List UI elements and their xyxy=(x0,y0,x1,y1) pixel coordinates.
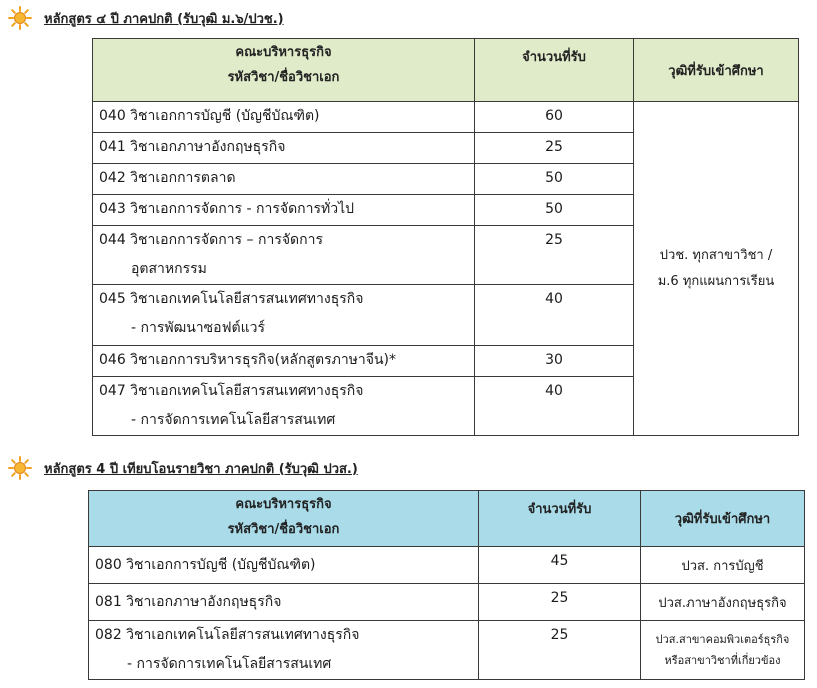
major-subname: - การจัดการเทคโนโลยีสารสนเทศ xyxy=(131,412,336,428)
major-cell xyxy=(93,164,475,195)
header-faculty-code xyxy=(89,491,479,547)
major-subname: - การจัดการเทคโนโลยีสารสนเทศ xyxy=(127,656,332,672)
major-name: 080 วิชาเอกการบัญชี (บัญชีบัณฑิต) xyxy=(95,556,316,573)
section1-heading xyxy=(8,6,284,30)
major-cell xyxy=(93,226,475,285)
table-row xyxy=(93,102,799,133)
qualification-cell xyxy=(634,102,799,436)
major-cell xyxy=(93,195,475,226)
section2-table xyxy=(88,490,805,680)
quota-cell: 25 xyxy=(475,133,634,164)
table-row xyxy=(89,547,805,584)
major-cell xyxy=(93,377,475,436)
header-qualification: วุฒิที่รับเข้าศึกษา xyxy=(641,491,805,547)
major-cell xyxy=(93,346,475,377)
qualification-cell: ปวส.ภาษาอังกฤษธุรกิจ xyxy=(641,584,805,621)
major-name: 040 วิชาเอกการบัญชี (บัญชีบัณฑิต) xyxy=(99,108,320,124)
major-cell xyxy=(93,285,475,346)
section2-title: หลักสูตร 4 ปี เทียบโอนรายวิชา ภาคปกติ (รับวุฒิ ปวส.) xyxy=(44,461,358,477)
header-code-name: รหัสวิชา/ชื่อวิชาเอก xyxy=(227,70,340,85)
major-name: 046 วิชาเอกการบริหารธุรกิจ(หลักสูตรภาษาจีน)* xyxy=(99,352,397,368)
major-name: 047 วิชาเอกเทคโนโลยีสารสนเทศทางธุรกิจ xyxy=(99,383,364,399)
sun-icon xyxy=(8,6,32,30)
major-name: 045 วิชาเอกเทคโนโลยีสารสนเทศทางธุรกิจ xyxy=(99,291,364,307)
major-name: 043 วิชาเอกการจัดการ - การจัดการทั่วไป xyxy=(99,201,355,217)
header-code-name: รหัสวิชา/ชื่อวิชาเอก xyxy=(227,522,340,537)
major-name: 042 วิชาเอกการตลาด xyxy=(99,170,236,186)
header-quota: จำนวนที่รับ xyxy=(475,39,634,102)
quota-cell: 30 xyxy=(475,346,634,377)
quota-cell: 25 xyxy=(479,621,641,680)
qualification-line: ปวช. ทุกสาขาวิชา / xyxy=(659,247,773,263)
quota-cell: 50 xyxy=(475,195,634,226)
header-faculty: คณะบริหารธุรกิจ xyxy=(235,497,332,512)
section1-table xyxy=(92,38,799,436)
qualification-line: ม.6 ทุกแผนการเรียน xyxy=(657,273,775,289)
header-faculty-code xyxy=(93,39,475,102)
major-cell xyxy=(89,621,479,680)
major-cell xyxy=(89,584,479,621)
quota-cell: 45 xyxy=(479,547,641,584)
header-quota: จำนวนที่รับ xyxy=(479,491,641,547)
major-subname: อุตสาหกรรม xyxy=(131,261,207,277)
table-row xyxy=(89,584,805,621)
table-header-row xyxy=(93,39,799,102)
sun-icon xyxy=(8,456,32,480)
quota-cell: 60 xyxy=(475,102,634,133)
header-qualification: วุฒิที่รับเข้าศึกษา xyxy=(634,39,799,102)
qualification-line: หรือสาขาวิชาที่เกี่ยวข้อง xyxy=(664,654,781,667)
section2-heading xyxy=(8,456,358,480)
major-name: 044 วิชาเอกการจัดการ – การจัดการ xyxy=(99,232,323,248)
table-row xyxy=(89,621,805,680)
header-faculty: คณะบริหารธุรกิจ xyxy=(235,45,332,60)
major-cell xyxy=(93,102,475,133)
quota-cell: 50 xyxy=(475,164,634,195)
quota-cell: 40 xyxy=(475,377,634,436)
qualification-cell: ปวส. การบัญชี xyxy=(641,547,805,584)
qualification-line: ปวส.สาขาคอมพิวเตอร์ธุรกิจ xyxy=(655,633,790,646)
major-name: 041 วิชาเอกภาษาอังกฤษธุรกิจ xyxy=(99,139,286,155)
major-name: 082 วิชาเอกเทคโนโลยีสารสนเทศทางธุรกิจ xyxy=(95,627,360,643)
section1-title: หลักสูตร ๔ ปี ภาคปกติ (รับวุฒิ ม.๖/ปวช.) xyxy=(44,11,284,27)
quota-cell: 40 xyxy=(475,285,634,346)
major-cell xyxy=(89,547,479,584)
quota-cell: 25 xyxy=(479,584,641,621)
table-header-row xyxy=(89,491,805,547)
major-name: 081 วิชาเอกภาษาอังกฤษธุรกิจ xyxy=(95,593,282,610)
qualification-cell xyxy=(641,621,805,680)
quota-cell: 25 xyxy=(475,226,634,285)
major-subname: - การพัฒนาซอฟต์แวร์ xyxy=(131,320,265,336)
major-cell xyxy=(93,133,475,164)
